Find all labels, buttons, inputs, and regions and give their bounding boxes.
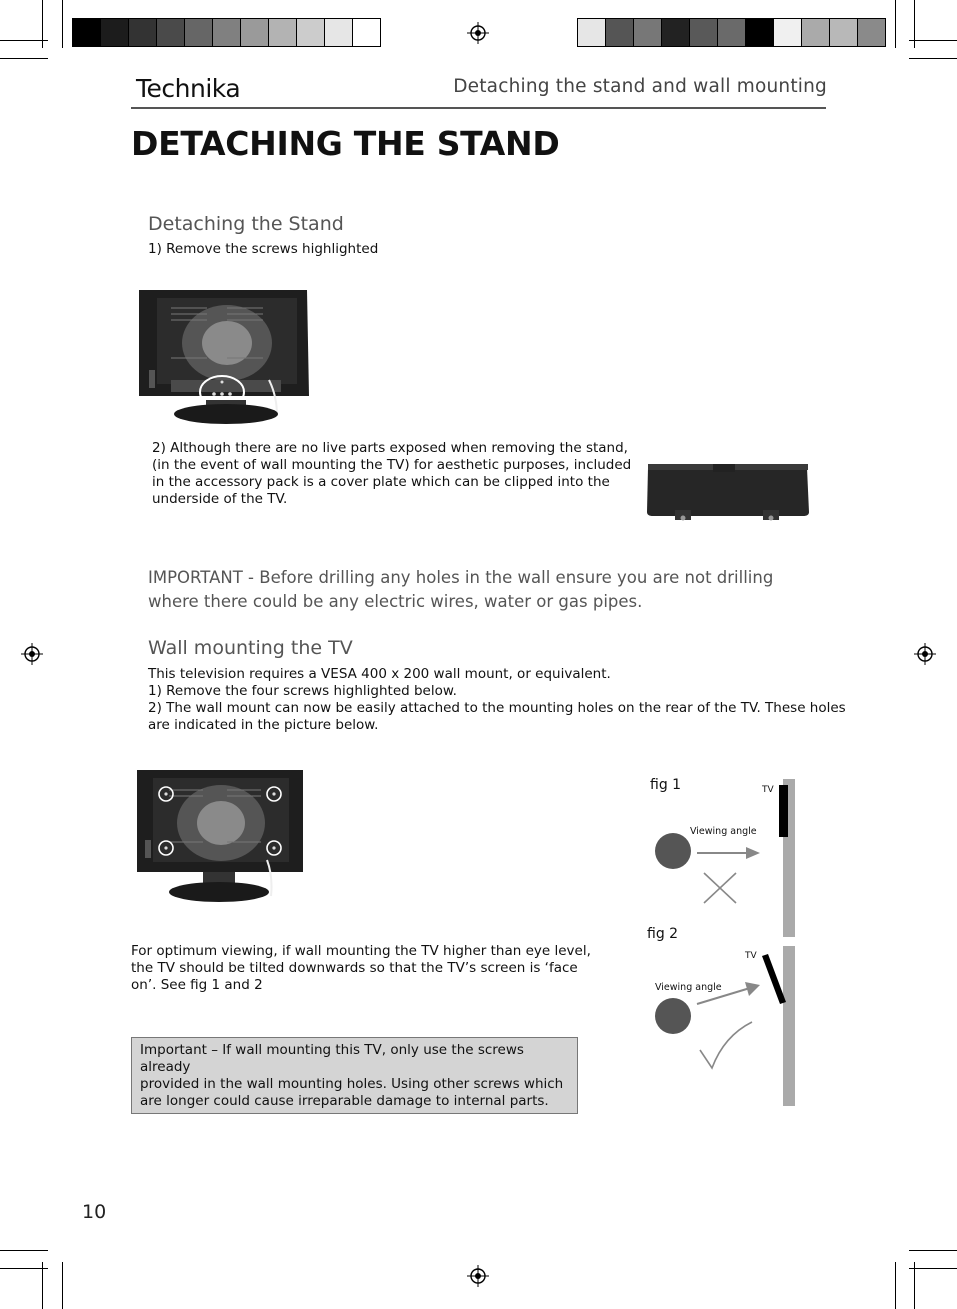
color-swatch <box>241 19 269 46</box>
detaching-step1: 1) Remove the screws highlighted <box>148 241 379 257</box>
fig1-diagram <box>640 775 800 940</box>
wall-mounting-instructions: This television requires a VESA 400 x 200 wall mount, or equivalent. 1) Remove the four screws highlighted below. 2) The wall mount can now be easily attached to the mounting holes on the rear of the TV. These holes are indicated in the picture below. <box>148 666 846 733</box>
header-divider <box>131 107 826 109</box>
color-swatch <box>157 19 185 46</box>
cross-icon <box>704 873 736 903</box>
drilling-warning: IMPORTANT - Before drilling any holes in the wall ensure you are not drilling where there could be any electric wires, water or gas pipes. <box>148 568 774 611</box>
color-swatch <box>129 19 157 46</box>
registration-target-icon <box>467 22 489 44</box>
color-swatch <box>353 19 380 46</box>
tv-rear-stand-screws-image <box>131 288 311 428</box>
registration-target-icon <box>467 1265 489 1287</box>
color-swatch <box>606 19 634 46</box>
detaching-heading: Detaching the Stand <box>148 213 344 235</box>
color-swatch <box>325 19 353 46</box>
color-swatch <box>185 19 213 46</box>
registration-target-icon <box>21 643 43 665</box>
color-swatch <box>578 19 606 46</box>
color-swatch <box>634 19 662 46</box>
checkmark-icon <box>700 1022 752 1068</box>
fig1-label: fig 1 <box>650 777 682 793</box>
color-swatch <box>774 19 802 46</box>
fig2-viewing-angle-label: Viewing angle <box>655 982 722 993</box>
color-swatch <box>718 19 746 46</box>
fig1-tv-label: TV <box>762 785 774 795</box>
screw-warning-box: Important – If wall mounting this TV, only use the screws already provided in the wall mounting holes. Using other screws which are longer could cause irreparable damage to internal parts. <box>131 1037 578 1114</box>
color-swatch <box>73 19 101 46</box>
registration-target-icon <box>914 643 936 665</box>
tv-rear-mounting-holes-image <box>131 768 306 906</box>
brand-logo: Technika <box>136 74 241 103</box>
fig2-diagram <box>640 940 800 1108</box>
color-swatch <box>269 19 297 46</box>
color-swatch <box>802 19 830 46</box>
color-swatch <box>690 19 718 46</box>
section-header-title: Detaching the stand and wall mounting <box>453 76 827 97</box>
color-swatch <box>101 19 129 46</box>
color-swatch <box>746 19 774 46</box>
fig2-tv-label: TV <box>745 951 757 961</box>
color-swatch <box>297 19 325 46</box>
fig2-label: fig 2 <box>647 926 679 942</box>
color-bar-right <box>577 18 886 47</box>
color-swatch <box>858 19 885 46</box>
color-swatch <box>213 19 241 46</box>
fig1-viewing-angle-label: Viewing angle <box>690 826 757 837</box>
color-swatch <box>830 19 858 46</box>
wall-mounting-heading: Wall mounting the TV <box>148 637 353 659</box>
color-swatch <box>662 19 690 46</box>
detaching-step2: 2) Although there are no live parts exposed when removing the stand, (in the event of wall mounting the TV) for aesthetic purposes, included in the accessory pack is a cover plate which can be clipped into the underside of the TV. <box>152 440 632 507</box>
page-title: DETACHING THE STAND <box>131 124 560 163</box>
viewing-tip: For optimum viewing, if wall mounting the TV higher than eye level, the TV should be tilted downwards so that the TV’s screen is ‘face on’. See fig 1 and 2 <box>131 943 591 993</box>
color-bar-left <box>72 18 381 47</box>
cover-plate-image <box>645 460 811 524</box>
page-number: 10 <box>82 1201 107 1223</box>
